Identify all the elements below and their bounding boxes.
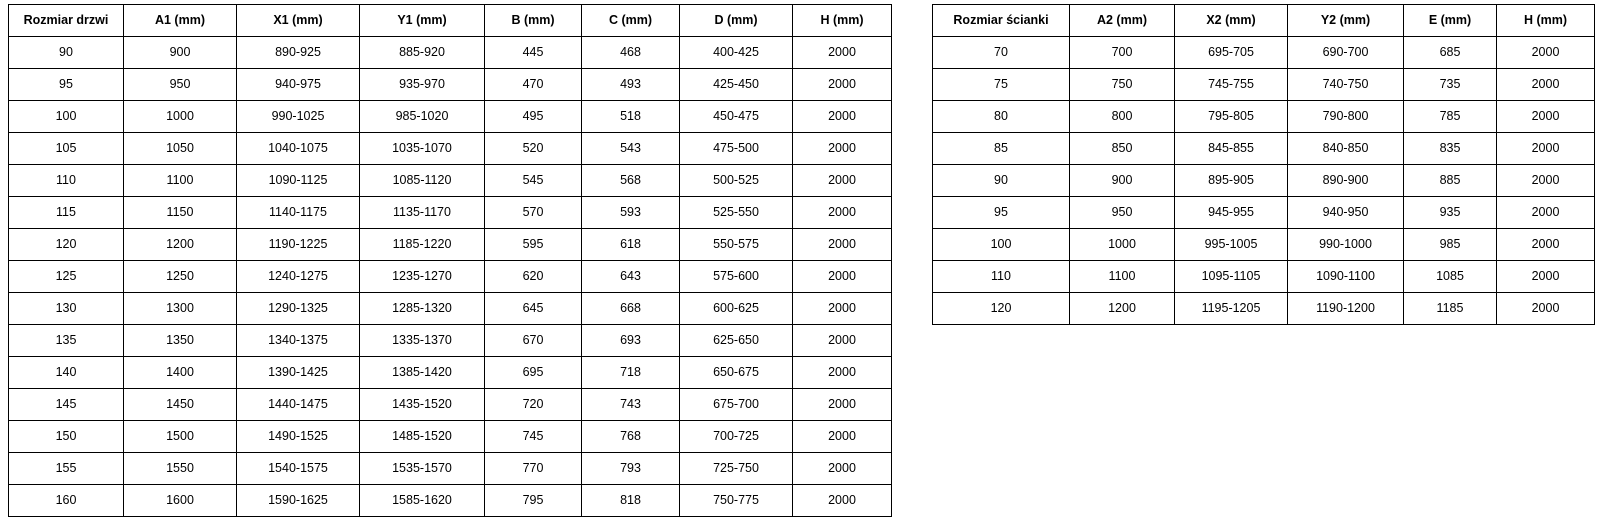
- table-row: [933, 229, 1595, 261]
- table-cell: 895-905: [1175, 165, 1288, 197]
- table-cell: 1500: [124, 421, 237, 453]
- table-cell: 1050: [124, 133, 237, 165]
- table-header-row: [933, 5, 1595, 37]
- walls-column-header: H (mm): [1497, 5, 1595, 37]
- table-cell: 618: [582, 229, 680, 261]
- table-cell: 155: [9, 453, 124, 485]
- table-cell: 550-575: [680, 229, 793, 261]
- table-cell: 2000: [793, 293, 892, 325]
- table-cell: 115: [9, 197, 124, 229]
- table-cell: 1100: [1070, 261, 1175, 293]
- table-cell: 2000: [793, 133, 892, 165]
- table-cell: 2000: [793, 389, 892, 421]
- table-cell: 570: [485, 197, 582, 229]
- table-cell: 1195-1205: [1175, 293, 1288, 325]
- table-cell: 2000: [793, 37, 892, 69]
- table-cell: 2000: [1497, 37, 1595, 69]
- table-cell: 1200: [124, 229, 237, 261]
- table-cell: 1540-1575: [237, 453, 360, 485]
- table-cell: 768: [582, 421, 680, 453]
- table-cell: 745-755: [1175, 69, 1288, 101]
- table-cell: 945-955: [1175, 197, 1288, 229]
- table-cell: 795-805: [1175, 101, 1288, 133]
- table-cell: 90: [933, 165, 1070, 197]
- table-cell: 990-1000: [1288, 229, 1404, 261]
- table-cell: 1185-1220: [360, 229, 485, 261]
- table-cell: 110: [9, 165, 124, 197]
- table-cell: 890-900: [1288, 165, 1404, 197]
- table-cell: 695: [485, 357, 582, 389]
- table-cell: 625-650: [680, 325, 793, 357]
- table-cell: 1140-1175: [237, 197, 360, 229]
- table-cell: 800: [1070, 101, 1175, 133]
- table-cell: 493: [582, 69, 680, 101]
- doors-dimensions-table: [8, 4, 892, 517]
- table-cell: 2000: [1497, 165, 1595, 197]
- table-cell: 690-700: [1288, 37, 1404, 69]
- table-cell: 145: [9, 389, 124, 421]
- doors-column-header: Y1 (mm): [360, 5, 485, 37]
- table-cell: 2000: [1497, 293, 1595, 325]
- table-cell: 695-705: [1175, 37, 1288, 69]
- table-cell: 100: [933, 229, 1070, 261]
- table-cell: 1100: [124, 165, 237, 197]
- table-cell: 1385-1420: [360, 357, 485, 389]
- table-cell: 543: [582, 133, 680, 165]
- table-cell: 2000: [793, 485, 892, 517]
- doors-column-header: A1 (mm): [124, 5, 237, 37]
- table-cell: 720: [485, 389, 582, 421]
- table-row: [933, 133, 1595, 165]
- table-cell: 1300: [124, 293, 237, 325]
- table-cell: 935-970: [360, 69, 485, 101]
- table-row: [933, 197, 1595, 229]
- table-cell: 95: [933, 197, 1070, 229]
- table-cell: 700: [1070, 37, 1175, 69]
- table-cell: 105: [9, 133, 124, 165]
- walls-column-header: Rozmiar ścianki: [933, 5, 1070, 37]
- table-cell: 935: [1404, 197, 1497, 229]
- table-cell: 575-600: [680, 261, 793, 293]
- table-cell: 85: [933, 133, 1070, 165]
- table-cell: 1435-1520: [360, 389, 485, 421]
- table-cell: 1490-1525: [237, 421, 360, 453]
- table-cell: 725-750: [680, 453, 793, 485]
- table-cell: 675-700: [680, 389, 793, 421]
- walls-column-header: X2 (mm): [1175, 5, 1288, 37]
- table-cell: 1200: [1070, 293, 1175, 325]
- table-row: [9, 389, 892, 421]
- table-cell: 745: [485, 421, 582, 453]
- table-cell: 100: [9, 101, 124, 133]
- table-cell: 790-800: [1288, 101, 1404, 133]
- table-cell: 1335-1370: [360, 325, 485, 357]
- table-cell: 468: [582, 37, 680, 69]
- table-cell: 1040-1075: [237, 133, 360, 165]
- walls-table-body: [933, 37, 1595, 325]
- table-cell: 1185: [1404, 293, 1497, 325]
- table-cell: 1440-1475: [237, 389, 360, 421]
- table-cell: 1095-1105: [1175, 261, 1288, 293]
- table-cell: 1550: [124, 453, 237, 485]
- table-cell: 940-950: [1288, 197, 1404, 229]
- table-cell: 140: [9, 357, 124, 389]
- table-cell: 1000: [124, 101, 237, 133]
- table-cell: 2000: [1497, 197, 1595, 229]
- table-row: [9, 197, 892, 229]
- table-cell: 850: [1070, 133, 1175, 165]
- table-cell: 75: [933, 69, 1070, 101]
- table-row: [9, 69, 892, 101]
- table-cell: 1090-1100: [1288, 261, 1404, 293]
- table-cell: 700-725: [680, 421, 793, 453]
- table-cell: 770: [485, 453, 582, 485]
- table-cell: 150: [9, 421, 124, 453]
- table-cell: 450-475: [680, 101, 793, 133]
- table-cell: 470: [485, 69, 582, 101]
- table-cell: 120: [933, 293, 1070, 325]
- table-cell: 95: [9, 69, 124, 101]
- table-cell: 2000: [1497, 229, 1595, 261]
- table-cell: 593: [582, 197, 680, 229]
- table-cell: 2000: [793, 165, 892, 197]
- table-cell: 520: [485, 133, 582, 165]
- table-cell: 950: [1070, 197, 1175, 229]
- table-row: [9, 293, 892, 325]
- table-cell: 1090-1125: [237, 165, 360, 197]
- table-cell: 1250: [124, 261, 237, 293]
- table-cell: 425-450: [680, 69, 793, 101]
- doors-column-header: B (mm): [485, 5, 582, 37]
- table-cell: 940-975: [237, 69, 360, 101]
- table-cell: 2000: [1497, 101, 1595, 133]
- table-cell: 1085: [1404, 261, 1497, 293]
- table-cell: 1390-1425: [237, 357, 360, 389]
- table-cell: 2000: [793, 197, 892, 229]
- table-cell: 985: [1404, 229, 1497, 261]
- table-cell: 835: [1404, 133, 1497, 165]
- table-cell: 785: [1404, 101, 1497, 133]
- table-cell: 445: [485, 37, 582, 69]
- table-cell: 840-850: [1288, 133, 1404, 165]
- table-cell: 718: [582, 357, 680, 389]
- table-cell: 545: [485, 165, 582, 197]
- doors-column-header: H (mm): [793, 5, 892, 37]
- table-cell: 130: [9, 293, 124, 325]
- table-row: [933, 69, 1595, 101]
- table-cell: 693: [582, 325, 680, 357]
- table-cell: 1190-1225: [237, 229, 360, 261]
- table-header-row: [9, 5, 892, 37]
- table-cell: 620: [485, 261, 582, 293]
- table-row: [9, 357, 892, 389]
- table-cell: 1150: [124, 197, 237, 229]
- table-cell: 2000: [793, 453, 892, 485]
- table-cell: 475-500: [680, 133, 793, 165]
- walls-column-header: Y2 (mm): [1288, 5, 1404, 37]
- table-row: [9, 325, 892, 357]
- table-cell: 1235-1270: [360, 261, 485, 293]
- table-cell: 2000: [793, 229, 892, 261]
- table-cell: 1085-1120: [360, 165, 485, 197]
- table-cell: 495: [485, 101, 582, 133]
- table-cell: 1035-1070: [360, 133, 485, 165]
- table-cell: 900: [1070, 165, 1175, 197]
- table-cell: 890-925: [237, 37, 360, 69]
- walls-table-header: [933, 5, 1595, 37]
- table-cell: 740-750: [1288, 69, 1404, 101]
- doors-column-header: Rozmiar drzwi: [9, 5, 124, 37]
- table-cell: 2000: [793, 325, 892, 357]
- table-cell: 645: [485, 293, 582, 325]
- table-cell: 1240-1275: [237, 261, 360, 293]
- table-row: [9, 101, 892, 133]
- table-row: [9, 261, 892, 293]
- doors-table-header: [9, 5, 892, 37]
- table-cell: 1485-1520: [360, 421, 485, 453]
- table-cell: 995-1005: [1175, 229, 1288, 261]
- table-cell: 500-525: [680, 165, 793, 197]
- table-cell: 1590-1625: [237, 485, 360, 517]
- table-cell: 2000: [793, 261, 892, 293]
- table-row: [9, 165, 892, 197]
- table-cell: 2000: [793, 421, 892, 453]
- table-cell: 2000: [1497, 133, 1595, 165]
- table-cell: 2000: [1497, 261, 1595, 293]
- table-cell: 125: [9, 261, 124, 293]
- table-row: [933, 261, 1595, 293]
- table-cell: 985-1020: [360, 101, 485, 133]
- table-cell: 643: [582, 261, 680, 293]
- table-cell: 950: [124, 69, 237, 101]
- table-row: [9, 485, 892, 517]
- table-row: [933, 101, 1595, 133]
- table-cell: 845-855: [1175, 133, 1288, 165]
- table-cell: 400-425: [680, 37, 793, 69]
- table-cell: 120: [9, 229, 124, 261]
- doors-column-header: X1 (mm): [237, 5, 360, 37]
- table-cell: 110: [933, 261, 1070, 293]
- table-cell: 1350: [124, 325, 237, 357]
- table-cell: 1000: [1070, 229, 1175, 261]
- table-cell: 2000: [793, 101, 892, 133]
- table-row: [9, 37, 892, 69]
- table-cell: 670: [485, 325, 582, 357]
- table-cell: 568: [582, 165, 680, 197]
- walls-column-header: E (mm): [1404, 5, 1497, 37]
- table-cell: 1585-1620: [360, 485, 485, 517]
- table-row: [9, 453, 892, 485]
- table-cell: 885: [1404, 165, 1497, 197]
- table-row: [9, 229, 892, 261]
- table-cell: 1600: [124, 485, 237, 517]
- table-cell: 1400: [124, 357, 237, 389]
- table-cell: 1190-1200: [1288, 293, 1404, 325]
- table-cell: 1290-1325: [237, 293, 360, 325]
- table-cell: 518: [582, 101, 680, 133]
- table-row: [933, 293, 1595, 325]
- table-cell: 1340-1375: [237, 325, 360, 357]
- walls-dimensions-table-container: [932, 4, 1595, 325]
- table-cell: 735: [1404, 69, 1497, 101]
- table-cell: 595: [485, 229, 582, 261]
- table-cell: 793: [582, 453, 680, 485]
- table-row: [933, 37, 1595, 69]
- table-cell: 160: [9, 485, 124, 517]
- table-cell: 795: [485, 485, 582, 517]
- table-cell: 2000: [793, 357, 892, 389]
- table-cell: 743: [582, 389, 680, 421]
- walls-column-header: A2 (mm): [1070, 5, 1175, 37]
- table-cell: 90: [9, 37, 124, 69]
- table-cell: 135: [9, 325, 124, 357]
- table-cell: 1135-1170: [360, 197, 485, 229]
- doors-dimensions-table-container: [8, 4, 892, 517]
- table-cell: 900: [124, 37, 237, 69]
- table-cell: 990-1025: [237, 101, 360, 133]
- table-cell: 600-625: [680, 293, 793, 325]
- table-cell: 650-675: [680, 357, 793, 389]
- table-cell: 750-775: [680, 485, 793, 517]
- table-cell: 668: [582, 293, 680, 325]
- table-cell: 750: [1070, 69, 1175, 101]
- table-cell: 818: [582, 485, 680, 517]
- table-row: [933, 165, 1595, 197]
- table-row: [9, 421, 892, 453]
- table-cell: 885-920: [360, 37, 485, 69]
- table-cell: 2000: [793, 69, 892, 101]
- table-cell: 70: [933, 37, 1070, 69]
- table-cell: 1285-1320: [360, 293, 485, 325]
- table-cell: 525-550: [680, 197, 793, 229]
- doors-table-body: [9, 37, 892, 517]
- table-cell: 1450: [124, 389, 237, 421]
- doors-column-header: C (mm): [582, 5, 680, 37]
- table-row: [9, 133, 892, 165]
- doors-column-header: D (mm): [680, 5, 793, 37]
- walls-dimensions-table: [932, 4, 1595, 325]
- table-cell: 1535-1570: [360, 453, 485, 485]
- table-cell: 685: [1404, 37, 1497, 69]
- table-cell: 2000: [1497, 69, 1595, 101]
- table-cell: 80: [933, 101, 1070, 133]
